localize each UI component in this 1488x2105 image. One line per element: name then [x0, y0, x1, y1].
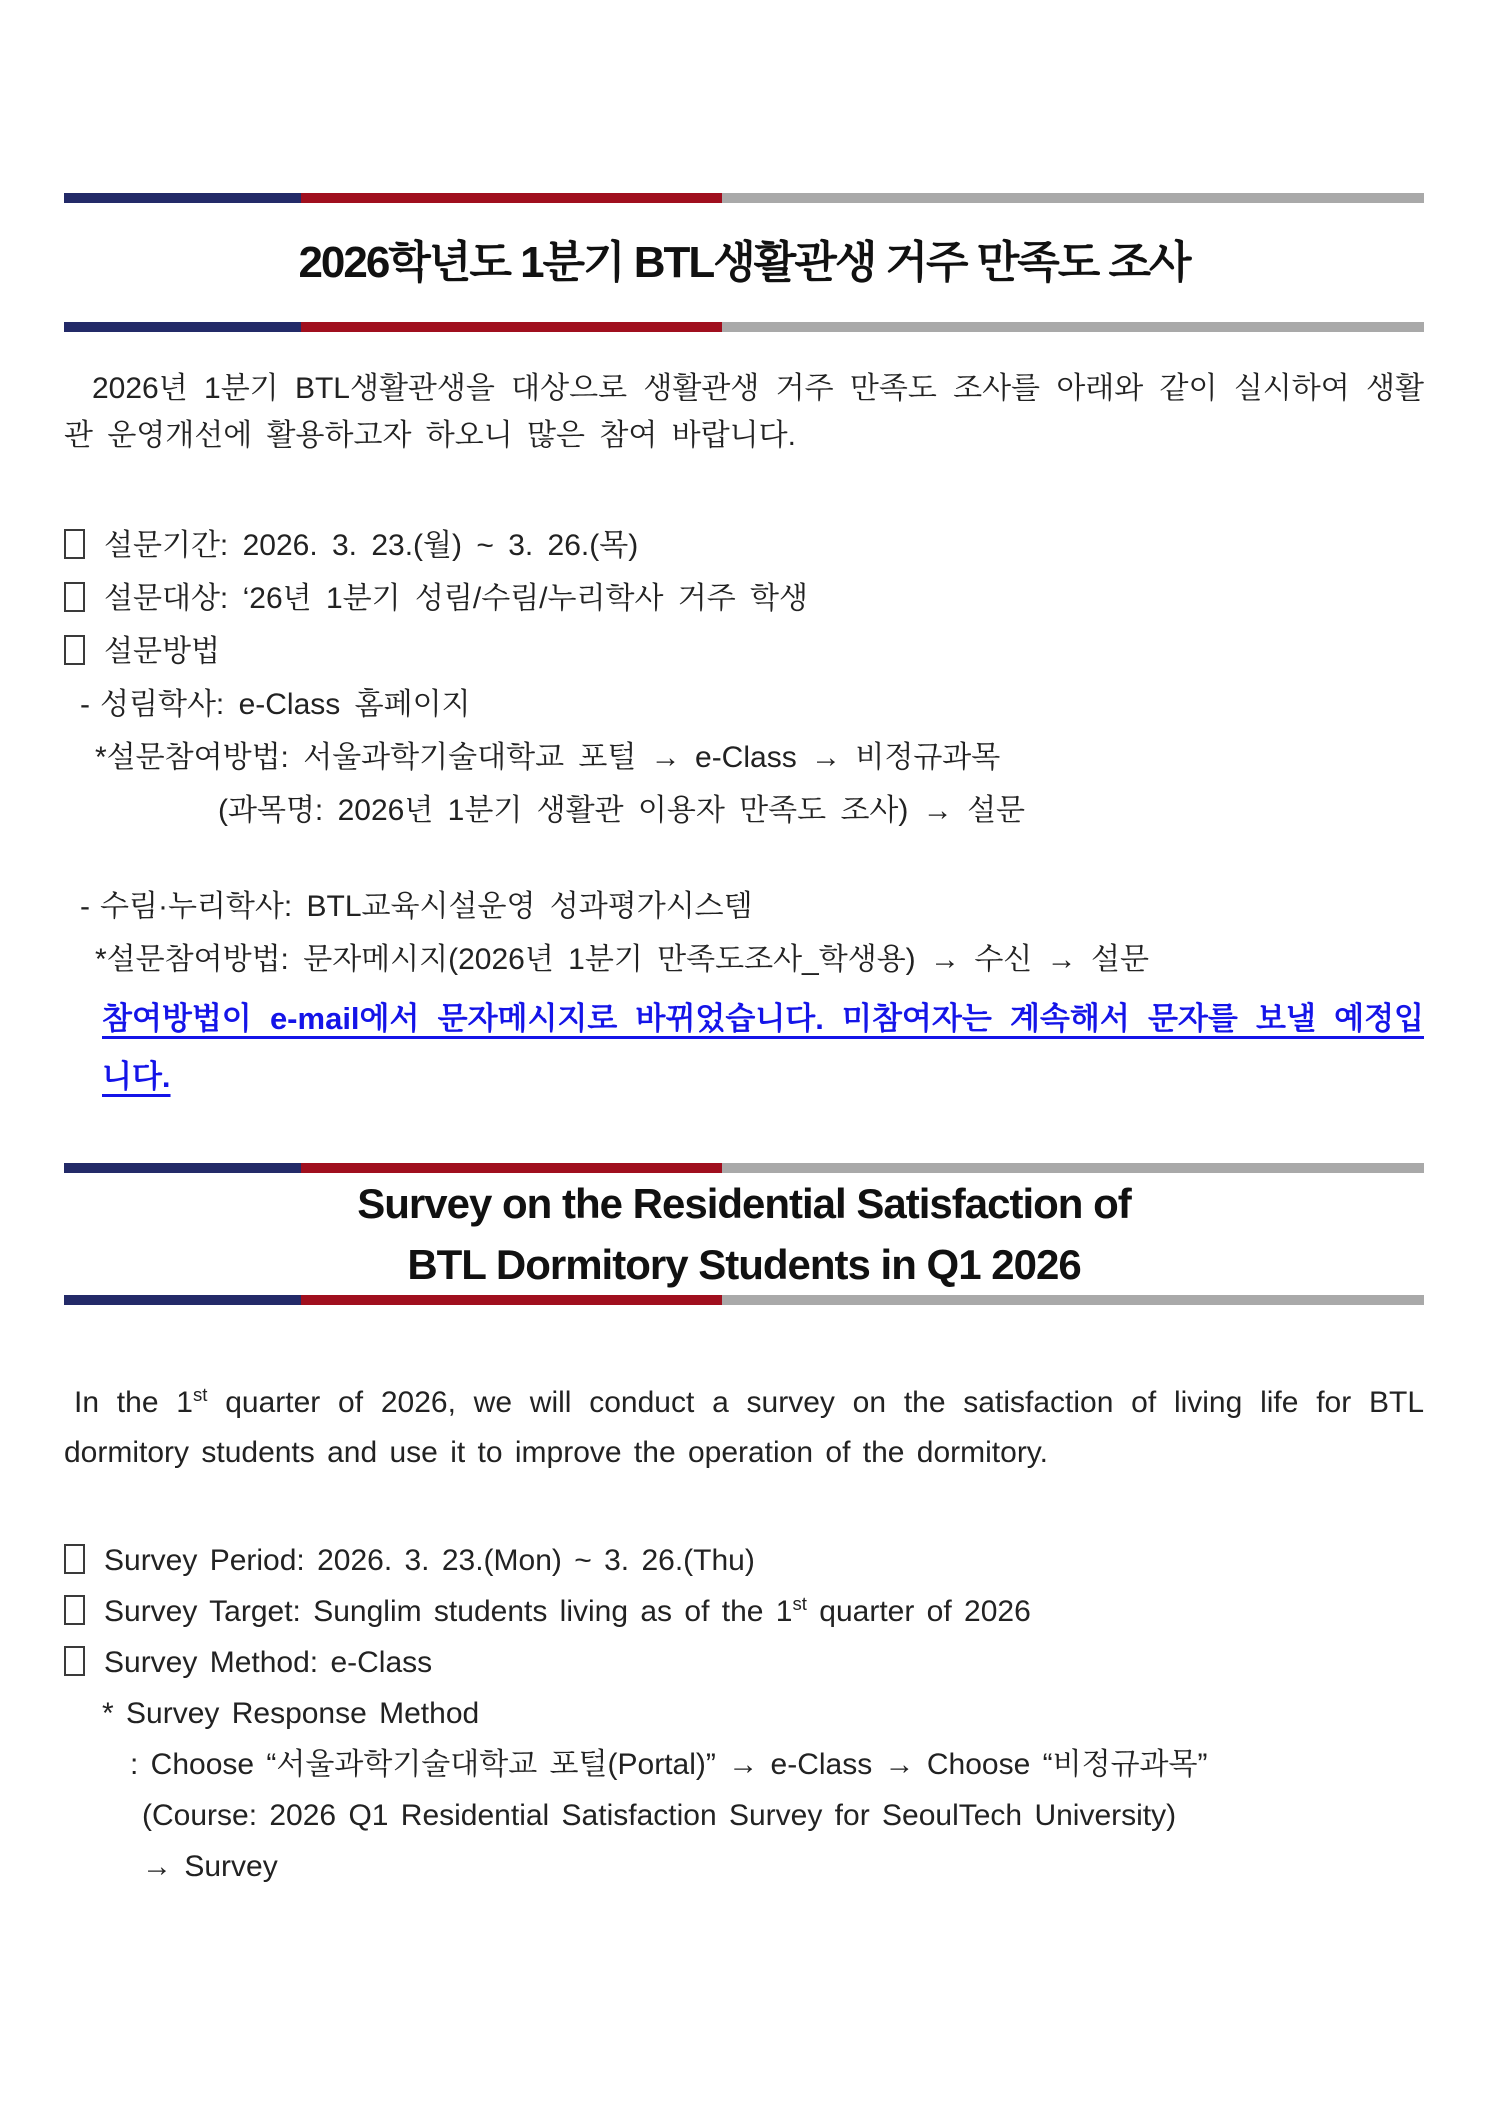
list-item-text: 설문대상: ‘26년 1분기 성림/수림/누리학사 거주 학생 — [104, 582, 809, 615]
list-item-text: (Course: 2026 Q1 Residential Satisfaction Survey for SeoulTech University) — [142, 1799, 1177, 1832]
list-item-choose-portal — [64, 1739, 1424, 1790]
list-item-text: 설문기간: 2026. 3. 23.(월) ~ 3. 26.(목) — [104, 529, 639, 562]
english-title — [64, 1173, 1424, 1295]
rule-gray-segment — [722, 193, 1424, 203]
list-item-text: *설문참여방법: 문자메시지(2026년 1분기 만족도조사_학생용) → 수신 → 설문 — [95, 943, 1149, 976]
rule-gray-segment — [722, 1295, 1424, 1305]
decorative-rule-english-bottom — [64, 1295, 1424, 1305]
ordinal-superscript: st — [192, 1384, 208, 1405]
checkbox-icon — [64, 529, 85, 559]
rule-gray-segment — [722, 1163, 1424, 1173]
rule-navy-segment — [64, 1295, 301, 1305]
list-item-survey-target — [64, 572, 1424, 625]
rule-navy-segment — [64, 193, 301, 203]
english-title-line1: Survey on the Residential Satisfaction of — [357, 1180, 1131, 1227]
dash-icon: - — [80, 688, 90, 721]
list-item-text: *설문참여방법: 서울과학기술대학교 포털 → e-Class → 비정규과목 — [95, 741, 1001, 774]
list-item-survey-period — [64, 519, 1424, 572]
method-change-notice: 참여방법이 e-mail에서 문자메시지로 바뀌었습니다. 미참여자는 계속해서 문자를 보낼 예정입니다. — [102, 1001, 1424, 1094]
intro-text: In the 1 — [74, 1386, 193, 1419]
decorative-rule-under-title — [64, 322, 1424, 332]
list-item-survey-target-en — [64, 1586, 1424, 1637]
list-item-sunglim — [64, 678, 1424, 731]
english-bullet-list — [64, 1535, 1424, 1892]
rule-navy-segment — [64, 1163, 301, 1173]
list-item-text: → Survey — [142, 1850, 278, 1883]
list-item-sunglim-howto — [64, 731, 1424, 784]
dash-icon: - — [80, 890, 90, 923]
korean-intro-paragraph: 2026년 1분기 BTL생활관생을 대상으로 생활관생 거주 만족도 조사를 아래와 같이 실시하여 생활관 운영개선에 활용하고자 하오니 많은 참여 바랍니다. — [64, 372, 1424, 452]
list-item-text: Survey Target: Sunglim students living as of the 1 — [104, 1595, 793, 1628]
checkbox-icon — [64, 1544, 85, 1574]
rule-red-segment — [301, 193, 723, 203]
list-item-text: 성림학사: e-Class 홈페이지 — [100, 688, 471, 721]
list-item-text: 수림·누리학사: BTL교육시설운영 성과평가시스템 — [100, 890, 753, 923]
checkbox-icon — [64, 635, 85, 665]
intro-text: quarter of 2026, we will conduct a survey on the satisfaction of living life for BTL dormitory students and use it to improve the operation of the dormitory. — [64, 1386, 1425, 1469]
rule-navy-segment — [64, 322, 301, 332]
list-item-text: quarter of 2026 — [806, 1595, 1031, 1628]
list-item-text: (과목명: 2026년 1분기 생활관 이용자 만족도 조사) → 설문 — [218, 794, 1026, 827]
checkbox-icon — [64, 582, 85, 612]
decorative-rule-top — [64, 193, 1424, 203]
list-item-response-method — [64, 1688, 1424, 1739]
english-title-line2: BTL Dormitory Students in Q1 2026 — [407, 1241, 1081, 1288]
checkbox-icon — [64, 1595, 85, 1625]
rule-red-segment — [301, 1163, 723, 1173]
checkbox-icon — [64, 1646, 85, 1676]
list-item-text: : Choose “서울과학기술대학교 포털(Portal)” → e-Class → Choose “비정규과목” — [130, 1748, 1208, 1781]
rule-red-segment — [301, 322, 723, 332]
list-item-survey-method-en — [64, 1637, 1424, 1688]
korean-title: 2026학년도 1분기 BTL생활관생 거주 만족도 조사 — [298, 238, 1190, 287]
list-item-text: Survey Period: 2026. 3. 23.(Mon) ~ 3. 26.(Thu) — [104, 1544, 755, 1577]
list-item-surim-nuri — [64, 880, 1424, 933]
list-item-text: * Survey Response Method — [102, 1697, 480, 1730]
list-item-text: Survey Method: e-Class — [104, 1646, 433, 1679]
list-item-course-name-en — [64, 1790, 1424, 1841]
rule-red-segment — [301, 1295, 723, 1305]
list-item-surim-howto — [64, 933, 1424, 986]
list-item-survey-method — [64, 625, 1424, 678]
list-item-text: 설문방법 — [104, 635, 220, 668]
ordinal-superscript: st — [792, 1593, 807, 1614]
english-intro-paragraph — [64, 1378, 1424, 1478]
decorative-rule-english-top — [64, 1163, 1424, 1173]
list-item-survey-final — [64, 1841, 1424, 1892]
rule-gray-segment — [722, 322, 1424, 332]
list-item-course-name — [64, 784, 1424, 837]
korean-bullet-list — [64, 519, 1424, 986]
list-item-survey-period-en — [64, 1535, 1424, 1586]
